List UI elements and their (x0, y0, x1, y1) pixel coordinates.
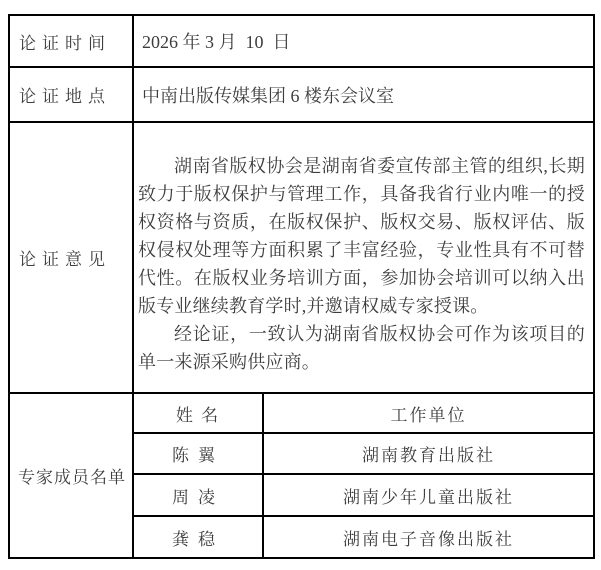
experts-name-column-header: 姓 名 (133, 393, 263, 433)
appraisal-opinion-label: 论证意见 (9, 122, 133, 393)
row-appraisal-time (9, 15, 594, 67)
row-appraisal-opinion (9, 122, 594, 393)
row-experts-header (9, 393, 594, 433)
appraisal-opinion-text (133, 122, 594, 393)
appraisal-table (8, 14, 595, 559)
opinion-paragraph-2: 经论证，一致认为湖南省版权协会可作为该项目的单一来源采购供应商。 (138, 324, 585, 372)
experts-list-label: 专家成员名单 (9, 393, 133, 558)
expert-unit: 湖南电子音像出版社 (263, 516, 594, 558)
appraisal-time-value: 2026 年 3 月 10 日 (133, 15, 594, 67)
expert-name: 龚稳 (133, 516, 263, 558)
expert-unit: 湖南教育出版社 (263, 433, 594, 474)
expert-unit: 湖南少年儿童出版社 (263, 474, 594, 516)
expert-name: 周凌 (133, 474, 263, 516)
row-appraisal-place (9, 67, 594, 122)
appraisal-time-label: 论证时间 (9, 15, 133, 67)
appraisal-place-label: 论证地点 (9, 67, 133, 122)
expert-name: 陈翼 (133, 433, 263, 474)
appraisal-place-value: 中南出版传媒集团 6 楼东会议室 (133, 67, 594, 122)
opinion-paragraph-1: 湖南省版权协会是湖南省委宣传部主管的组织,长期致力于版权保护与管理工作，具备我省行业内唯一的授权资格与资质，在版权保护、版权交易、版权评估、版权侵权处理等方面积累了丰富经验，专业性具有不可替代性。在版权业务培训方面，参加协会培训可以纳入出版专业继续教育学时,并邀请权威专家授课。 (138, 156, 585, 316)
experts-unit-column-header: 工作单位 (263, 393, 594, 433)
